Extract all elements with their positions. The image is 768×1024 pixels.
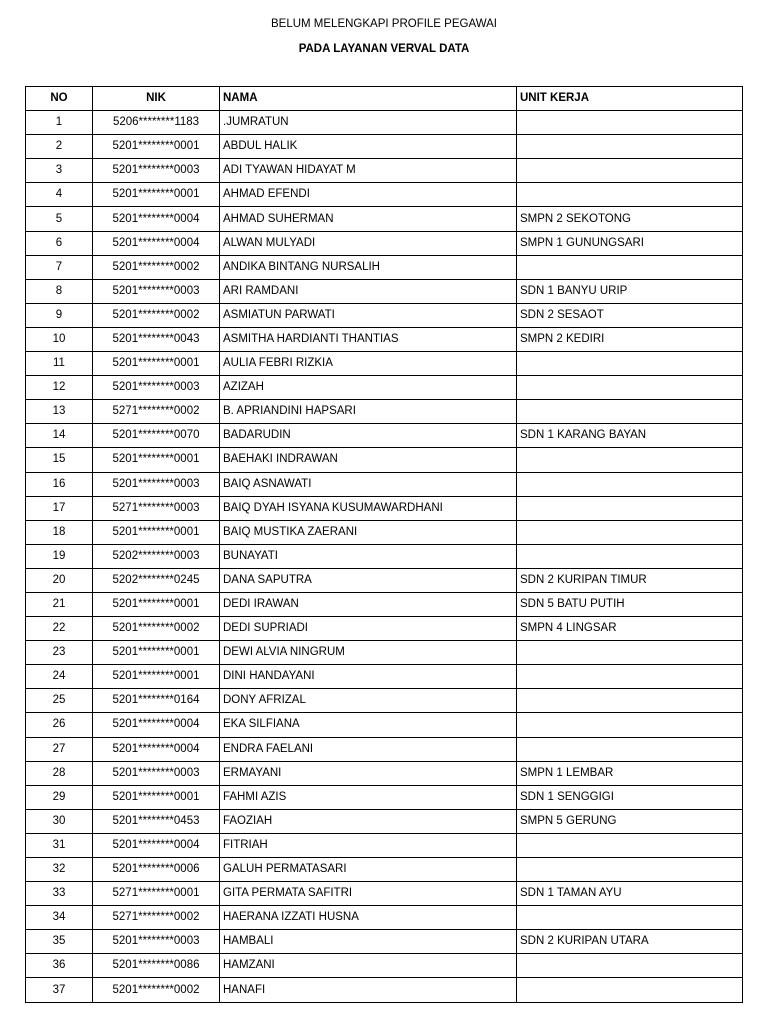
- table-row: [26, 255, 743, 279]
- document-title: BELUM MELENGKAPI PROFILE PEGAWAI: [270, 18, 497, 30]
- cell-nama: FAOZIAH: [220, 809, 517, 833]
- cell-nik: 5201********0003: [93, 376, 220, 400]
- cell-nik: 5271********0002: [93, 400, 220, 424]
- cell-unit-kerja: [517, 641, 743, 665]
- cell-nama: DINI HANDAYANI: [220, 665, 517, 689]
- table-row: [26, 833, 743, 857]
- cell-unit-kerja: [517, 472, 743, 496]
- cell-no: 22: [26, 617, 93, 641]
- cell-no: 8: [26, 279, 93, 303]
- cell-nama: BAIQ ASNAWATI: [220, 472, 517, 496]
- cell-no: 11: [26, 352, 93, 376]
- cell-nama: BADARUDIN: [220, 424, 517, 448]
- cell-no: 15: [26, 448, 93, 472]
- cell-unit-kerja: [517, 400, 743, 424]
- cell-unit-kerja: SDN 1 TAMAN AYU: [517, 882, 743, 906]
- cell-nama: DANA SAPUTRA: [220, 568, 517, 592]
- table-row: [26, 159, 743, 183]
- cell-nama: B. APRIANDINI HAPSARI: [220, 400, 517, 424]
- header-unit-kerja: UNIT KERJA: [517, 87, 743, 111]
- cell-no: 30: [26, 809, 93, 833]
- cell-nik: 5201********0001: [93, 785, 220, 809]
- cell-unit-kerja: [517, 135, 743, 159]
- cell-nama: HAMBALI: [220, 930, 517, 954]
- table-row: [26, 400, 743, 424]
- table-row: [26, 737, 743, 761]
- cell-no: 25: [26, 689, 93, 713]
- cell-no: 16: [26, 472, 93, 496]
- cell-nama: ALWAN MULYADI: [220, 231, 517, 255]
- cell-no: 12: [26, 376, 93, 400]
- table-row: [26, 352, 743, 376]
- cell-nik: 5201********0001: [93, 352, 220, 376]
- cell-nama: HANAFI: [220, 978, 517, 1002]
- cell-nama: AZIZAH: [220, 376, 517, 400]
- cell-nik: 5201********0003: [93, 159, 220, 183]
- cell-no: 4: [26, 183, 93, 207]
- cell-unit-kerja: SDN 1 BANYU URIP: [517, 279, 743, 303]
- cell-nik: 5201********0002: [93, 303, 220, 327]
- cell-nama: FITRIAH: [220, 833, 517, 857]
- cell-nik: 5201********0004: [93, 833, 220, 857]
- cell-no: 33: [26, 882, 93, 906]
- table-row: [26, 279, 743, 303]
- cell-no: 36: [26, 954, 93, 978]
- table-row: [26, 472, 743, 496]
- table-row: [26, 930, 743, 954]
- cell-nik: 5201********0003: [93, 279, 220, 303]
- cell-unit-kerja: [517, 352, 743, 376]
- cell-nik: 5201********0004: [93, 713, 220, 737]
- cell-unit-kerja: [517, 111, 743, 135]
- cell-unit-kerja: [517, 737, 743, 761]
- cell-unit-kerja: [517, 689, 743, 713]
- cell-nik: 5201********0001: [93, 641, 220, 665]
- cell-unit-kerja: SDN 5 BATU PUTIH: [517, 592, 743, 616]
- cell-unit-kerja: [517, 858, 743, 882]
- table-row: [26, 978, 743, 1002]
- cell-nama: DEDI IRAWAN: [220, 592, 517, 616]
- cell-no: 19: [26, 544, 93, 568]
- cell-no: 7: [26, 255, 93, 279]
- cell-nik: 5201********0001: [93, 448, 220, 472]
- cell-nik: 5201********0043: [93, 327, 220, 351]
- cell-unit-kerja: SMPN 4 LINGSAR: [517, 617, 743, 641]
- cell-no: 5: [26, 207, 93, 231]
- cell-nama: FAHMI AZIS: [220, 785, 517, 809]
- cell-nama: ARI RAMDANI: [220, 279, 517, 303]
- cell-nik: 5271********0003: [93, 496, 220, 520]
- table-row: [26, 327, 743, 351]
- table-row: [26, 424, 743, 448]
- table-header-row: [26, 87, 743, 111]
- cell-nik: 5201********0164: [93, 689, 220, 713]
- cell-nama: DEDI SUPRIADI: [220, 617, 517, 641]
- cell-nik: 5206********1183: [93, 111, 220, 135]
- table-row: [26, 689, 743, 713]
- cell-unit-kerja: SMPN 2 SEKOTONG: [517, 207, 743, 231]
- cell-no: 28: [26, 761, 93, 785]
- cell-no: 26: [26, 713, 93, 737]
- table-row: [26, 882, 743, 906]
- cell-unit-kerja: SMPN 5 GERUNG: [517, 809, 743, 833]
- cell-nik: 5201********0453: [93, 809, 220, 833]
- cell-nama: ASMITHA HARDIANTI THANTIAS: [220, 327, 517, 351]
- cell-nik: 5201********0001: [93, 592, 220, 616]
- cell-nama: ERMAYANI: [220, 761, 517, 785]
- cell-no: 34: [26, 906, 93, 930]
- table-row: [26, 858, 743, 882]
- cell-nama: DEWI ALVIA NINGRUM: [220, 641, 517, 665]
- cell-nama: ENDRA FAELANI: [220, 737, 517, 761]
- cell-nik: 5202********0245: [93, 568, 220, 592]
- table-row: [26, 207, 743, 231]
- header-nama: NAMA: [220, 87, 517, 111]
- cell-nik: 5201********0004: [93, 207, 220, 231]
- cell-unit-kerja: [517, 978, 743, 1002]
- cell-unit-kerja: [517, 183, 743, 207]
- cell-no: 18: [26, 520, 93, 544]
- cell-no: 21: [26, 592, 93, 616]
- cell-no: 23: [26, 641, 93, 665]
- cell-nama: AULIA FEBRI RIZKIA: [220, 352, 517, 376]
- cell-no: 17: [26, 496, 93, 520]
- header-no: NO: [26, 87, 93, 111]
- cell-nama: ASMIATUN PARWATI: [220, 303, 517, 327]
- cell-nik: 5201********0001: [93, 665, 220, 689]
- cell-unit-kerja: SDN 1 SENGGIGI: [517, 785, 743, 809]
- cell-unit-kerja: SDN 1 KARANG BAYAN: [517, 424, 743, 448]
- table-row: [26, 809, 743, 833]
- document-subtitle: PADA LAYANAN VERVAL DATA: [298, 43, 470, 55]
- cell-nik: 5201********0006: [93, 858, 220, 882]
- cell-nama: BAIQ MUSTIKA ZAERANI: [220, 520, 517, 544]
- cell-nama: HAERANA IZZATI HUSNA: [220, 906, 517, 930]
- table-row: [26, 448, 743, 472]
- cell-nik: 5201********0001: [93, 520, 220, 544]
- employee-table: [25, 86, 743, 1003]
- cell-no: 2: [26, 135, 93, 159]
- table-row: [26, 761, 743, 785]
- table-row: [26, 520, 743, 544]
- cell-no: 35: [26, 930, 93, 954]
- cell-nama: GALUH PERMATASARI: [220, 858, 517, 882]
- cell-unit-kerja: [517, 159, 743, 183]
- table-row: [26, 231, 743, 255]
- cell-unit-kerja: [517, 520, 743, 544]
- cell-nik: 5201********0002: [93, 978, 220, 1002]
- cell-nik: 5201********0002: [93, 617, 220, 641]
- cell-nama: ANDIKA BINTANG NURSALIH: [220, 255, 517, 279]
- cell-unit-kerja: [517, 665, 743, 689]
- cell-unit-kerja: SMPN 1 GUNUNGSARI: [517, 231, 743, 255]
- cell-no: 6: [26, 231, 93, 255]
- cell-nik: 5201********0002: [93, 255, 220, 279]
- cell-nama: AHMAD SUHERMAN: [220, 207, 517, 231]
- cell-nik: 5201********0004: [93, 737, 220, 761]
- table-row: [26, 544, 743, 568]
- cell-nama: GITA PERMATA SAFITRI: [220, 882, 517, 906]
- table-row: [26, 376, 743, 400]
- cell-nama: BAEHAKI INDRAWAN: [220, 448, 517, 472]
- table-body: [26, 111, 743, 1002]
- cell-no: 9: [26, 303, 93, 327]
- cell-no: 1: [26, 111, 93, 135]
- cell-nik: 5201********0004: [93, 231, 220, 255]
- cell-nama: EKA SILFIANA: [220, 713, 517, 737]
- table-row: [26, 665, 743, 689]
- table-row: [26, 617, 743, 641]
- cell-no: 31: [26, 833, 93, 857]
- table-row: [26, 135, 743, 159]
- cell-unit-kerja: [517, 954, 743, 978]
- cell-nik: 5201********0001: [93, 135, 220, 159]
- table-row: [26, 906, 743, 930]
- cell-no: 3: [26, 159, 93, 183]
- cell-unit-kerja: SMPN 1 LEMBAR: [517, 761, 743, 785]
- header-nik: NIK: [93, 87, 220, 111]
- cell-unit-kerja: [517, 376, 743, 400]
- cell-nama: DONY AFRIZAL: [220, 689, 517, 713]
- cell-no: 27: [26, 737, 93, 761]
- cell-nama: AHMAD EFENDI: [220, 183, 517, 207]
- cell-no: 24: [26, 665, 93, 689]
- cell-no: 32: [26, 858, 93, 882]
- table-row: [26, 111, 743, 135]
- cell-no: 20: [26, 568, 93, 592]
- cell-nik: 5201********0003: [93, 761, 220, 785]
- cell-unit-kerja: SMPN 2 KEDIRI: [517, 327, 743, 351]
- cell-unit-kerja: SDN 2 KURIPAN UTARA: [517, 930, 743, 954]
- table-row: [26, 954, 743, 978]
- table-row: [26, 713, 743, 737]
- cell-nik: 5271********0001: [93, 882, 220, 906]
- cell-nik: 5201********0070: [93, 424, 220, 448]
- cell-nama: ABDUL HALIK: [220, 135, 517, 159]
- cell-unit-kerja: SDN 2 SESAOT: [517, 303, 743, 327]
- cell-nik: 5202********0003: [93, 544, 220, 568]
- cell-no: 13: [26, 400, 93, 424]
- cell-nama: HAMZANI: [220, 954, 517, 978]
- cell-no: 37: [26, 978, 93, 1002]
- cell-nama: BAIQ DYAH ISYANA KUSUMAWARDHANI: [220, 496, 517, 520]
- table-row: [26, 496, 743, 520]
- cell-no: 29: [26, 785, 93, 809]
- cell-nik: 5201********0086: [93, 954, 220, 978]
- table-row: [26, 592, 743, 616]
- cell-no: 10: [26, 327, 93, 351]
- table-row: [26, 303, 743, 327]
- cell-nik: 5201********0003: [93, 472, 220, 496]
- cell-no: 14: [26, 424, 93, 448]
- cell-unit-kerja: [517, 544, 743, 568]
- table-row: [26, 568, 743, 592]
- table-row: [26, 641, 743, 665]
- cell-nik: 5271********0002: [93, 906, 220, 930]
- cell-unit-kerja: [517, 713, 743, 737]
- cell-unit-kerja: [517, 448, 743, 472]
- cell-nama: .JUMRATUN: [220, 111, 517, 135]
- table-row: [26, 785, 743, 809]
- table-row: [26, 183, 743, 207]
- cell-unit-kerja: SDN 2 KURIPAN TIMUR: [517, 568, 743, 592]
- cell-unit-kerja: [517, 833, 743, 857]
- cell-unit-kerja: [517, 906, 743, 930]
- cell-nama: BUNAYATI: [220, 544, 517, 568]
- cell-unit-kerja: [517, 255, 743, 279]
- cell-nik: 5201********0001: [93, 183, 220, 207]
- cell-nama: ADI TYAWAN HIDAYAT M: [220, 159, 517, 183]
- cell-unit-kerja: [517, 496, 743, 520]
- cell-nik: 5201********0003: [93, 930, 220, 954]
